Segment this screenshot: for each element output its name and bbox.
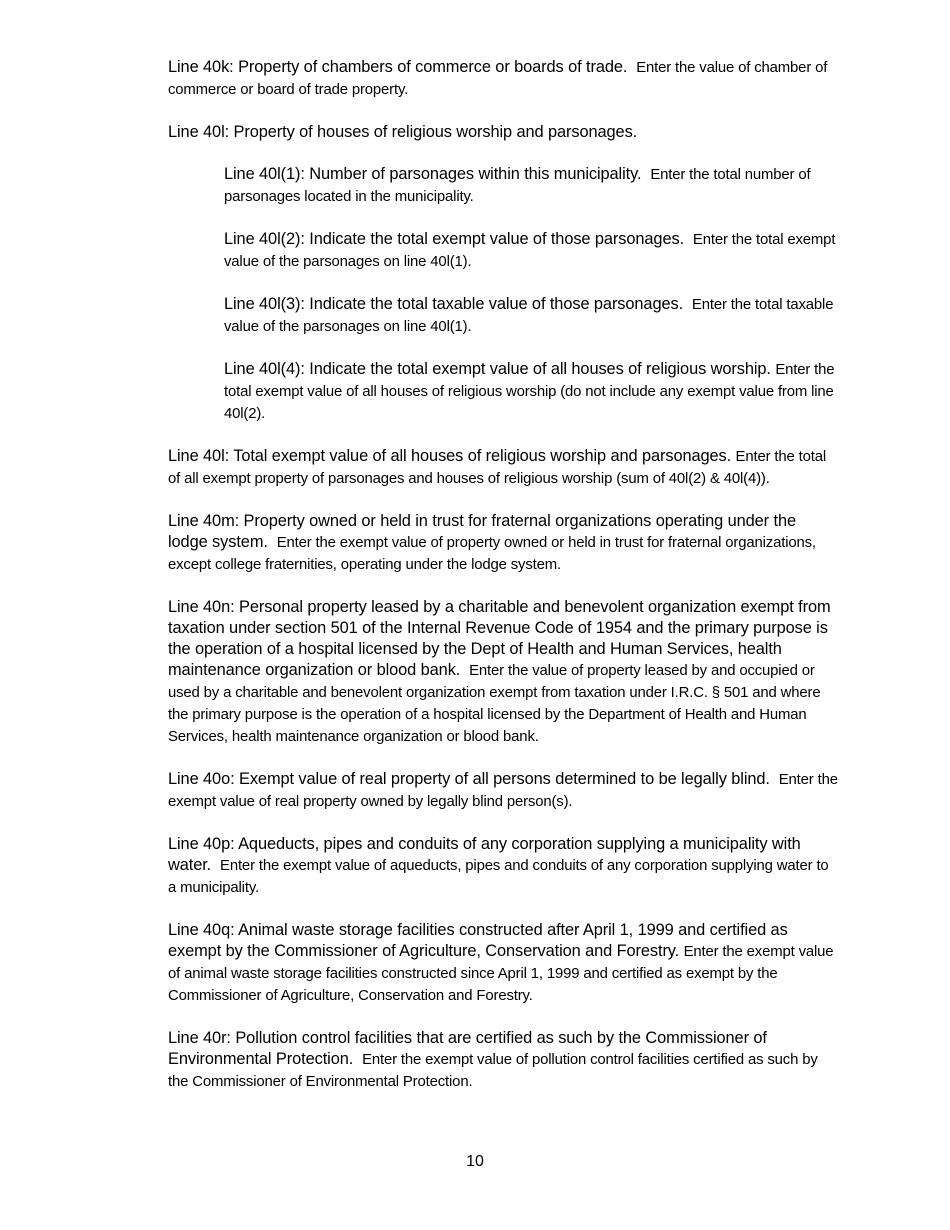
paragraph-line-40n (168, 597, 840, 748)
paragraph-line-40m (168, 511, 840, 576)
paragraph-body: Enter the total exempt value of the parsonages on line 40l(1). (224, 232, 836, 270)
paragraph-heading: Line 40l(4): Indicate the total exempt value of all houses of religious worship. (224, 360, 771, 378)
paragraph-line-40l-2 (224, 229, 840, 273)
paragraph-line-40l-1 (224, 164, 840, 208)
paragraph-body: Enter the exempt value of property owned or held in trust for fraternal organizations, except college fraternities, operating under the lodge system. (168, 535, 816, 573)
paragraph-line-40l-3 (224, 294, 840, 338)
paragraph-heading: Line 40m: Property owned or held in trust for fraternal organizations operating under the lodge system. (168, 512, 796, 551)
paragraph-body: Enter the total of all exempt property of parsonages and houses of religious worship (sum of 40l(2) & 40l(4)). (168, 449, 827, 487)
paragraph-line-40l (168, 122, 840, 143)
paragraph-heading: Line 40k: Property of chambers of commerce or boards of trade. (168, 58, 628, 76)
paragraph-heading: Line 40l(2): Indicate the total exempt value of those parsonages. (224, 230, 685, 248)
paragraph-line-40l-4 (224, 359, 840, 425)
paragraph-body: Enter the total taxable value of the parsonages on line 40l(1). (224, 297, 834, 335)
paragraph-line-40k (168, 57, 840, 101)
paragraph-body: Enter the value of property leased by and occupied or used by a charitable and benevolent organization exempt from taxation under I.R.C. § 501 and where the primary purpose is the operation of a hospital licensed by the Department of Health and Human Services, health maintenance organization or blood bank. (168, 663, 821, 745)
paragraph-heading: Line 40l: Property of houses of religious worship and parsonages. (168, 123, 638, 141)
paragraph-heading: Line 40n: Personal property leased by a charitable and benevolent organization exempt from taxation under section 501 of the Internal Revenue Code of 1954 and the primary purpose is the operation of a hospital licensed by the Dept of Health and Human Services, health maintenance organization or blood bank. (168, 598, 831, 679)
paragraph-body: Enter the exempt value of aqueducts, pipes and conduits of any corporation supplying water to a municipality. (168, 858, 829, 896)
paragraph-body: Enter the value of chamber of commerce or board of trade property. (168, 60, 828, 98)
paragraph-heading: Line 40r: Pollution control facilities that are certified as such by the Commissioner of Environmental Protection. (168, 1029, 767, 1068)
paragraph-body: Enter the total number of parsonages located in the municipality. (224, 167, 811, 205)
paragraph-body: Enter the total exempt value of all houses of religious worship (do not include any exempt value from line 40l(2). (224, 362, 835, 422)
paragraph-heading: Line 40o: Exempt value of real property of all persons determined to be legally blind. (168, 770, 770, 788)
paragraph-line-40p (168, 834, 840, 899)
paragraph-body: Enter the exempt value of animal waste storage facilities constructed since April 1, 1999 and certified as exempt by the Commissioner of Agriculture, Conservation and Forestry. (168, 944, 834, 1004)
paragraph-heading: Line 40l: Total exempt value of all houses of religious worship and parsonages. (168, 447, 732, 465)
document-body (168, 57, 840, 1114)
paragraph-line-40l-total (168, 446, 840, 490)
paragraph-heading: Line 40q: Animal waste storage facilities constructed after April 1, 1999 and certified as exempt by the Commissioner of Agriculture, Conservation and Forestry. (168, 921, 788, 960)
paragraph-body: Enter the exempt value of pollution control facilities certified as such by the Commissioner of Environmental Protection. (168, 1052, 818, 1090)
paragraph-line-40q (168, 920, 840, 1007)
paragraph-line-40o (168, 769, 840, 813)
paragraph-heading: Line 40l(1): Number of parsonages within this municipality. (224, 165, 642, 183)
paragraph-heading: Line 40p: Aqueducts, pipes and conduits of any corporation supplying a municipality with water. (168, 835, 801, 874)
page-number: 10 (466, 1153, 484, 1170)
paragraph-body: Enter the exempt value of real property owned by legally blind person(s). (168, 772, 838, 810)
paragraph-line-40r (168, 1028, 840, 1093)
paragraph-heading: Line 40l(3): Indicate the total taxable value of those parsonages. (224, 295, 684, 313)
